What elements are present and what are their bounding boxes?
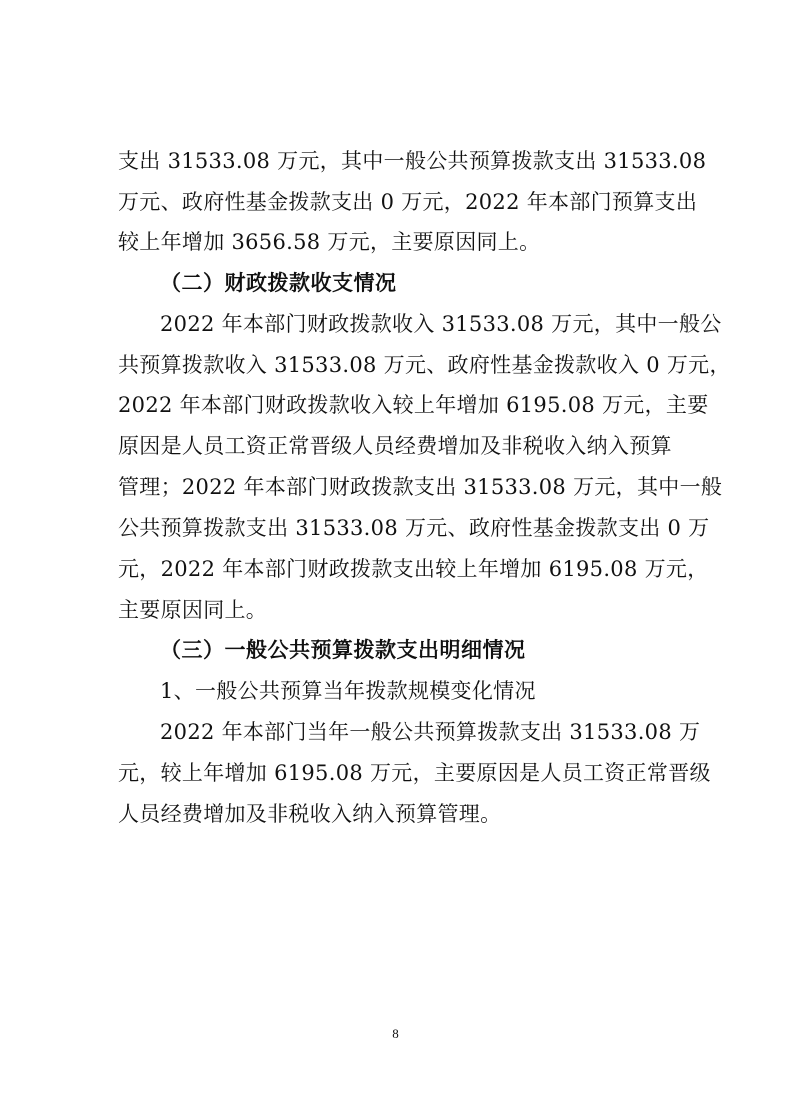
paragraph-line: 主要原因同上。 [118,598,268,622]
subsection-heading: 1、一般公共预算当年拨款规模变化情况 [160,679,536,703]
paragraph-line: 万元、政府性基金拨款支出 0 万元，2022 年本部门预算支出 [118,190,698,214]
paragraph-line: 公共预算拨款支出 31533.08 万元、政府性基金拨款支出 0 万 [118,516,710,540]
paragraph-line: 原因是人员工资正常晋级人员经费增加及非税收入纳入预算 [118,434,672,458]
section-heading: （三）一般公共预算拨款支出明细情况 [160,638,526,662]
paragraph-line: 共预算拨款收入 31533.08 万元、政府性基金拨款收入 0 万元， [118,353,731,377]
paragraph-line: 管理；2022 年本部门财政拨款支出 31533.08 万元，其中一般 [118,475,723,499]
page-number: 8 [392,1026,399,1041]
paragraph-line: 支出 31533.08 万元，其中一般公共预算拨款支出 31533.08 [118,149,707,173]
paragraph-line: 元，2022 年本部门财政拨款支出较上年增加 6195.08 万元， [118,557,709,581]
paragraph-line: 元，较上年增加 6195.08 万元，主要原因是人员工资正常晋级 [118,761,711,785]
paragraph-line: 人员经费增加及非税收入纳入预算管理。 [118,802,502,826]
paragraph-line: 2022 年本部门财政拨款收入 31533.08 万元，其中一般公 [160,312,722,336]
paragraph-line: 2022 年本部门当年一般公共预算拨款支出 31533.08 万 [160,720,701,744]
section-heading: （二）财政拨款收支情况 [160,271,397,295]
paragraph-line: 2022 年本部门财政拨款收入较上年增加 6195.08 万元，主要 [118,393,709,417]
paragraph-line: 较上年增加 3656.58 万元，主要原因同上。 [118,230,541,254]
